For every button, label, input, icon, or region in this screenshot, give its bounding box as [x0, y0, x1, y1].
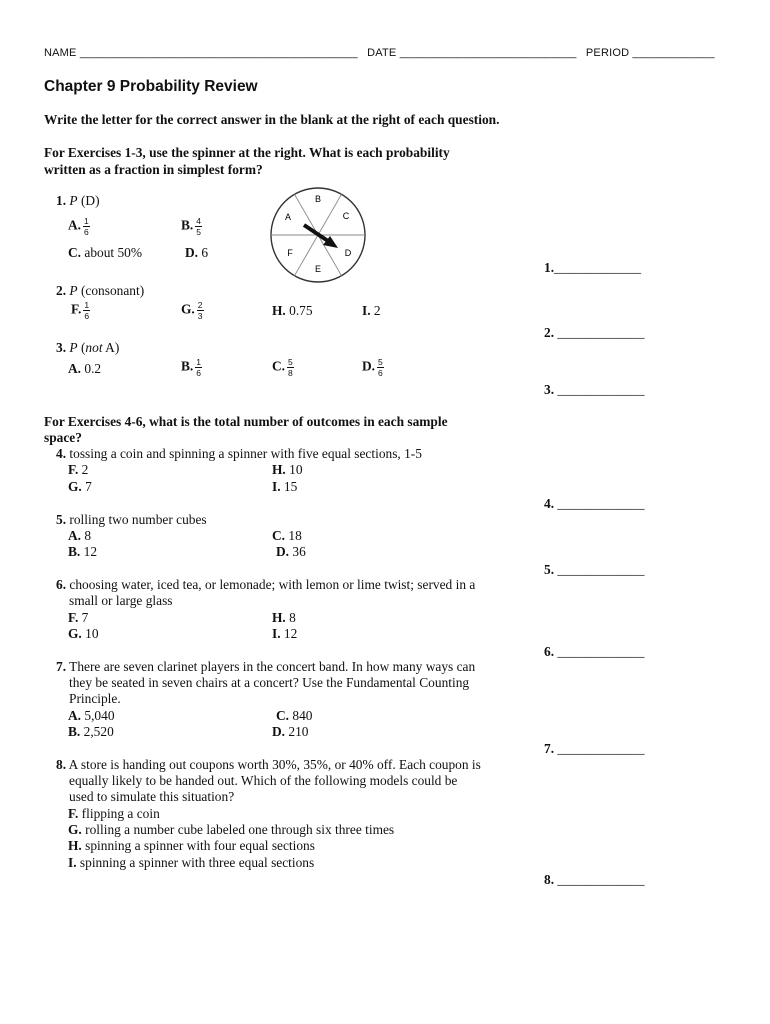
q5-stem: 5. rolling two number cubes	[56, 512, 207, 527]
spinner-label-c: C	[342, 211, 350, 221]
q7-option-b: B. 2,520	[68, 724, 114, 739]
period-label: PERIOD	[585, 47, 630, 59]
spinner-label-d: D	[344, 248, 352, 258]
q1-option-c: C. about 50%	[68, 245, 143, 260]
q7-option-c: C. 840	[276, 708, 313, 723]
period-field[interactable]: _____________	[632, 47, 715, 59]
q3-option-a: A. 0.2	[68, 361, 102, 376]
q1-option-b: B. $\frac{4}{5}$	[181, 216, 202, 237]
q4-option-g: G. 7	[68, 479, 92, 494]
q5-option-d: D. 36	[276, 544, 306, 559]
q7-stem-line1: 7. There are seven clarinet players in the concert band. In how many ways can	[56, 659, 476, 674]
q5-option-b: B. 12	[68, 544, 98, 559]
q4-option-h: H. 10	[272, 462, 303, 477]
q6-stem-line2: small or large glass	[69, 593, 173, 608]
answer-blank-4[interactable]: 4. _____________	[544, 496, 645, 511]
answer-blank-3[interactable]: 3. _____________	[544, 382, 645, 397]
q7-stem-line2: they be seated in seven chairs at a concert? Use the Fundamental Counting	[69, 675, 470, 690]
section1-line2: written as a fraction in simplest form?	[44, 162, 263, 177]
q4-stem: 4. tossing a coin and spinning a spinner with five equal sections, 1-5	[56, 446, 422, 461]
q8-option-h: H. spinning a spinner with four equal sections	[68, 838, 315, 853]
spinner-diagram	[260, 186, 376, 286]
date-label: DATE	[367, 47, 397, 59]
answer-blank-5[interactable]: 5. _____________	[544, 562, 645, 577]
q2-option-f: F. $\frac{1}{6}$	[71, 300, 90, 321]
q6-option-h: H. 8	[272, 610, 296, 625]
answer-blank-1[interactable]: 1._____________	[544, 260, 642, 275]
q8-option-f: F. flipping a coin	[68, 806, 160, 821]
name-field[interactable]: ____________________________________________	[79, 47, 358, 59]
q4-option-i: I. 15	[272, 479, 298, 494]
q6-option-g: G. 10	[68, 626, 99, 641]
q2-stem: 2. P (consonant)	[56, 283, 145, 298]
q8-stem-line2: equally likely to be handed out. Which of the following models could be	[69, 773, 458, 788]
q8-stem-line1: 8. A store is handing out coupons worth 30%, 35%, or 40% off. Each coupon is	[56, 757, 481, 772]
q3-stem: 3. P (not A)	[56, 340, 120, 355]
section2-line2: space?	[44, 430, 82, 445]
q6-option-i: I. 12	[272, 626, 298, 641]
q1-option-d: D. 6	[185, 245, 209, 260]
q5-option-a: A. 8	[68, 528, 92, 543]
page-title: Chapter 9 Probability Review	[44, 78, 258, 95]
q1-stem: 1. P (D)	[56, 193, 100, 208]
answer-blank-2[interactable]: 2. _____________	[544, 325, 645, 340]
q2-option-g: G. $\frac{2}{3}$	[181, 300, 203, 321]
q3-option-c: C. $\frac{5}{8}$	[272, 357, 293, 378]
spinner-label-a: A	[284, 212, 292, 222]
q7-option-d: D. 210	[272, 724, 309, 739]
q2-option-h: H. 0.75	[272, 303, 313, 318]
spinner-label-e: E	[314, 264, 322, 274]
q6-option-f: F. 7	[68, 610, 89, 625]
spinner-label-f: F	[287, 248, 293, 258]
q8-stem-line3: used to simulate this situation?	[69, 789, 235, 804]
section2-line1: For Exercises 4-6, what is the total number of outcomes in each sample	[44, 414, 448, 429]
q2-option-i: I. 2	[362, 303, 381, 318]
q8-option-i: I. spinning a spinner with three equal sections	[68, 855, 315, 870]
q3-option-d: D. $\frac{5}{6}$	[362, 357, 383, 378]
answer-blank-8[interactable]: 8. _____________	[544, 872, 645, 887]
answer-blank-6[interactable]: 6. _____________	[544, 644, 645, 659]
name-label: NAME	[44, 47, 77, 59]
header-row	[44, 47, 715, 59]
instructions: Write the letter for the correct answer in the blank at the right of each question.	[44, 112, 500, 127]
answer-blank-7[interactable]: 7. _____________	[544, 741, 645, 756]
q1-option-a: A. $\frac{1}{6}$	[68, 216, 89, 237]
q3-option-b: B. $\frac{1}{6}$	[181, 357, 202, 378]
q7-option-a: A. 5,040	[68, 708, 115, 723]
date-field[interactable]: ____________________________	[399, 47, 577, 59]
q5-option-c: C. 18	[272, 528, 302, 543]
spinner-label-b: B	[314, 194, 322, 204]
q8-option-g: G. rolling a number cube labeled one through six three times	[68, 822, 395, 837]
q6-stem-line1: 6. choosing water, iced tea, or lemonade; with lemon or lime twist; served in a	[56, 577, 476, 592]
section1-line1: For Exercises 1-3, use the spinner at the right. What is each probability	[44, 145, 450, 160]
q4-option-f: F. 2	[68, 462, 89, 477]
q7-stem-line3: Principle.	[69, 691, 121, 706]
